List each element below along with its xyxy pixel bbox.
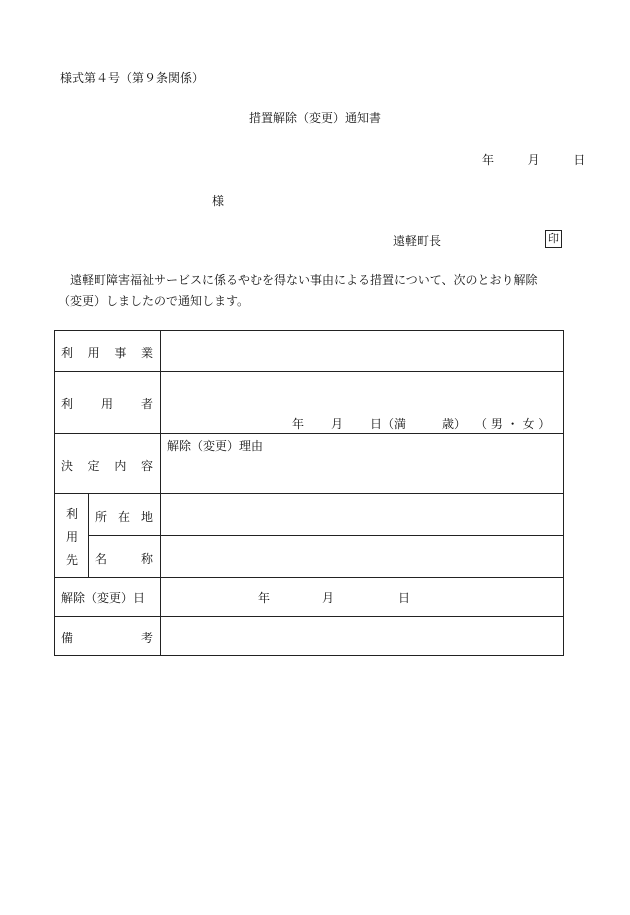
issuer-name: 遠軽町長 [393,234,442,248]
form-number: 様式第４号（第９条関係） [60,71,205,85]
notice-line-2: （変更）しましたので通知します。 [58,294,250,308]
issue-year: 年 [482,153,495,167]
decision-reason: 解除（変更）理由 [167,439,264,453]
user-birth-year: 年 [292,417,305,431]
notice-line-1: 遠軽町障害福祉サービスに係るやむを得ない事由による措置について、次のとおり解除 [70,273,538,287]
notice-table [54,330,564,656]
user-sex: （ 男 ・ 女 ） [475,417,551,431]
addressee: 様 [212,194,225,208]
user-age: 歳） [442,417,467,431]
change-date-day: 日 [398,591,411,605]
business-label: 利 用 事 業 [61,346,153,360]
decision-label: 決 定 内 容 [61,459,153,473]
issue-day: 日 [573,153,586,167]
address-label: 所 在 地 [95,510,153,524]
name-label: 名 称 [95,552,153,566]
remarks-label: 備 考 [61,631,153,645]
user-birth-month: 月 [331,417,344,431]
change-date-label: 解除（変更）日 [61,591,146,605]
user-birth-day: 日（満 [370,417,407,431]
seal-mark: 印 [545,230,562,248]
issue-date [482,151,585,168]
notice-body [58,270,578,312]
change-date-month: 月 [322,591,335,605]
destination-label: 利 用 先 [65,507,78,567]
issue-month: 月 [527,153,540,167]
user-label: 利 用 者 [61,397,153,411]
change-date-year: 年 [258,591,271,605]
document-title: 措置解除（変更）通知書 [248,111,381,125]
